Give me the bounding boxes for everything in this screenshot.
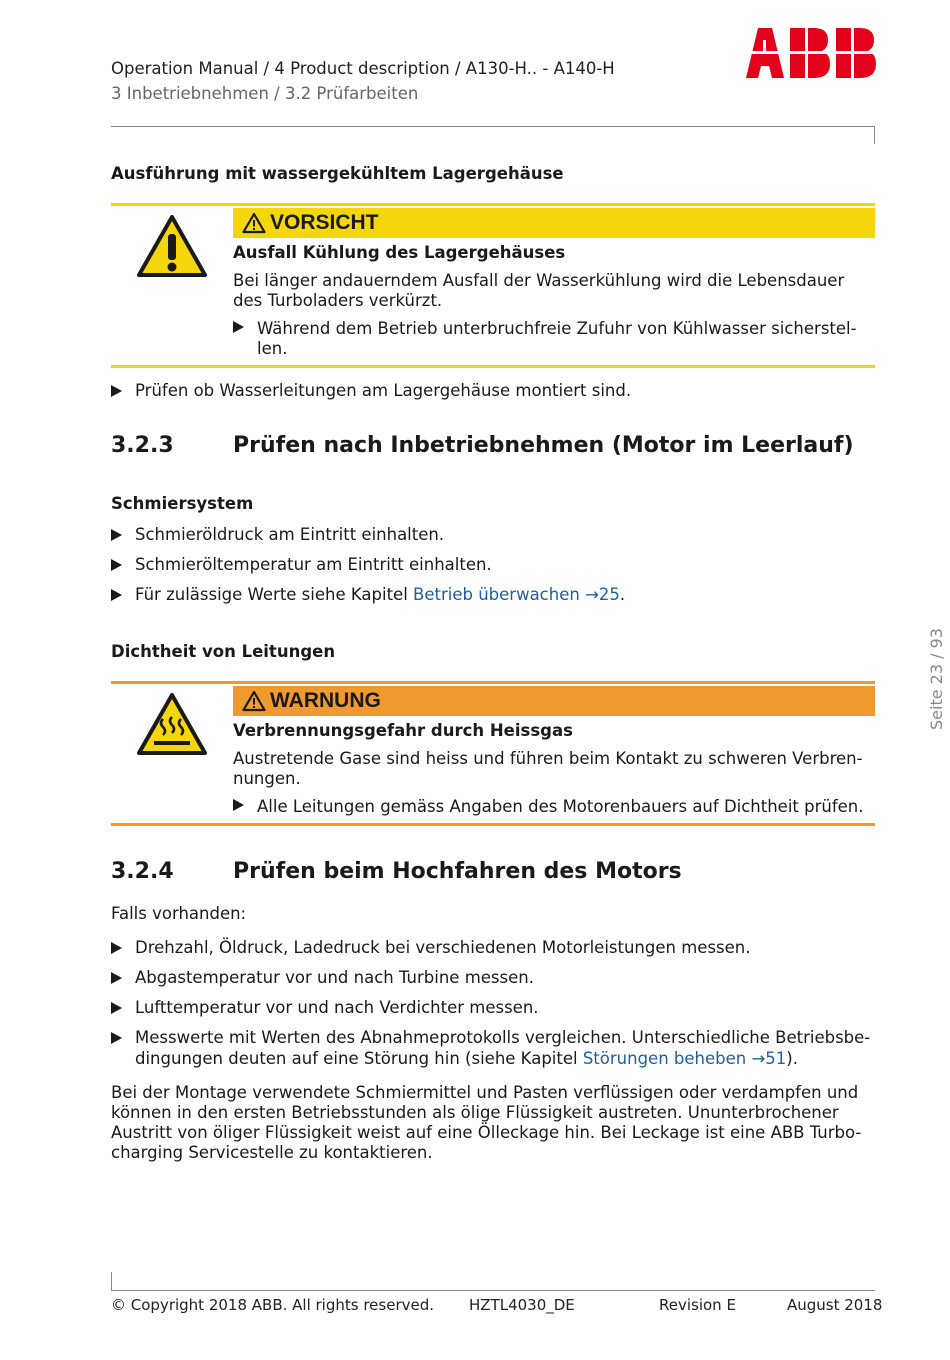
hot-surface-icon (136, 692, 208, 756)
warning-signal-word: WARNUNG (270, 689, 381, 712)
bullet-icon (233, 321, 244, 333)
lubrication-heading: Schmiersystem (111, 494, 254, 513)
chapter-link[interactable]: Störungen beheben →51 (582, 1049, 787, 1068)
bullet-icon (111, 385, 122, 397)
paragraph-line: Bei der Montage verwendete Schmiermittel und Pasten verflüssigen oder verdampfen und (111, 1083, 859, 1102)
caution-text-line2: des Turboladers verkürzt. (233, 291, 443, 310)
warning-title: Verbrennungsgefahr durch Heissgas (233, 721, 573, 740)
step-text-suffix: . (619, 585, 626, 604)
step-text: Drehzahl, Öldruck, Ladedruck bei verschiedenen Motorleistungen messen. (135, 938, 751, 957)
section-number: 3.2.3 (111, 433, 174, 458)
footer-copyright: © Copyright 2018 ABB. All rights reserved. (111, 1296, 435, 1314)
footer-rule (111, 1290, 875, 1291)
step-text (135, 1027, 880, 1069)
step-text: Prüfen ob Wasserleitungen am Lagergehäuse montiert sind. (135, 381, 632, 400)
paragraph-line: können in den ersten Betriebsstunden als ölige Flüssigkeit austreten. Ununterbrochener (111, 1103, 839, 1122)
warning-text-line2: nungen. (233, 769, 301, 788)
warning-action: Alle Leitungen gemäss Angaben des Motorenbauers auf Dichtheit prüfen. (257, 797, 864, 816)
footer-rule-tick (111, 1272, 112, 1290)
chapter-link[interactable]: Betrieb überwachen →25 (413, 585, 620, 604)
warning-bottom-rule (111, 823, 875, 826)
caution-signal-word: VORSICHT (270, 211, 379, 234)
header-rule-tick (874, 126, 875, 144)
step-text-prefix: dingungen deuten auf eine Störung hin (siehe Kapitel (135, 1049, 583, 1068)
step-text (135, 584, 880, 605)
bullet-icon (233, 799, 244, 811)
step-text-prefix: Für zulässige Werte siehe Kapitel (135, 585, 414, 604)
paragraph-line: Austritt von öliger Flüssigkeit weist auf eine Ölleckage hin. Bei Leckage ist eine ABB Turbo- (111, 1123, 862, 1142)
footer-date: August 2018 (787, 1296, 883, 1314)
step-text: Abgastemperatur vor und nach Turbine messen. (135, 968, 534, 987)
caution-top-rule (111, 203, 875, 206)
header-breadcrumb: Operation Manual / 4 Product description / A130-H.. - A140-H (111, 59, 615, 78)
section-title: Prüfen nach Inbetriebnehmen (Motor im Leerlauf) (233, 433, 854, 458)
footer-revision: Revision E (659, 1296, 736, 1314)
step-text-suffix: ). (786, 1049, 798, 1068)
step-text-line2 (135, 1048, 880, 1069)
page-number: Seite 23 / 93 (927, 628, 946, 730)
warning-triangle-icon (136, 214, 208, 278)
bullet-icon (111, 972, 122, 984)
abb-logo (742, 28, 876, 80)
header-section-path: 3 Inbetriebnehmen / 3.2 Prüfarbeiten (111, 84, 419, 103)
bullet-icon (111, 942, 122, 954)
water-cooled-heading: Ausführung mit wassergekühltem Lagergehäuse (111, 164, 564, 183)
step-text: Schmieröltemperatur am Eintritt einhalten. (135, 555, 492, 574)
caution-text-line1: Bei länger andauerndem Ausfall der Wasserkühlung wird die Lebensdauer (233, 271, 845, 290)
signal-warning-icon (242, 212, 266, 234)
caution-bottom-rule (111, 365, 875, 368)
bullet-icon (111, 529, 122, 541)
intro-text: Falls vorhanden: (111, 904, 247, 923)
caution-action-line1: Während dem Betrieb unterbruchfreie Zufuhr von Kühlwasser sicherstel- (257, 319, 857, 338)
caution-title: Ausfall Kühlung des Lagergehäuses (233, 243, 566, 262)
section-title: Prüfen beim Hochfahren des Motors (233, 859, 682, 884)
step-text-line1: Messwerte mit Werten des Abnahmeprotokolls vergleichen. Unterschiedliche Betriebsbe- (135, 1028, 871, 1047)
signal-warning-icon (242, 690, 266, 712)
step-text: Schmieröldruck am Eintritt einhalten. (135, 525, 445, 544)
header-rule (111, 126, 875, 127)
tightness-heading: Dichtheit von Leitungen (111, 642, 336, 661)
bullet-icon (111, 559, 122, 571)
paragraph-line: charging Servicestelle zu kontaktieren. (111, 1143, 433, 1162)
step-text: Lufttemperatur vor und nach Verdichter messen. (135, 998, 539, 1017)
bullet-icon (111, 1032, 122, 1044)
bullet-icon (111, 1002, 122, 1014)
bullet-icon (111, 589, 122, 601)
section-number: 3.2.4 (111, 859, 174, 884)
footer-doc-id: HZTL4030_DE (469, 1296, 575, 1314)
warning-text-line1: Austretende Gase sind heiss und führen beim Kontakt zu schweren Verbren- (233, 749, 863, 768)
warning-top-rule (111, 681, 875, 684)
caution-action-line2: len. (257, 339, 288, 358)
